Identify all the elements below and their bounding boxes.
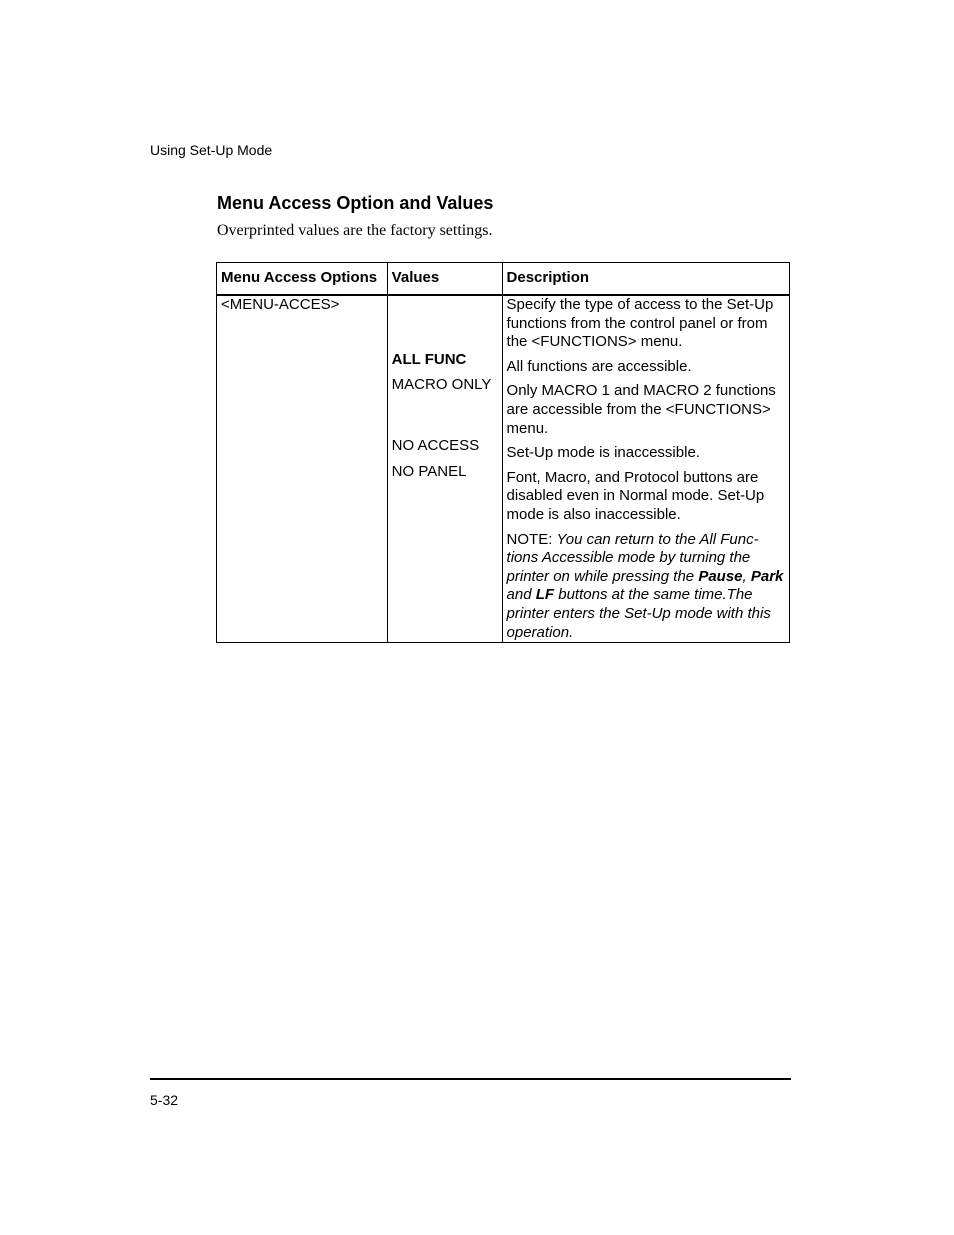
key-park: Park [750, 567, 784, 585]
values-cell [387, 295, 502, 643]
intro-text: Overprinted values are the factory settings. [217, 222, 493, 239]
note-label: NOTE: [506, 530, 553, 548]
value-no-panel: NO PANEL [391, 462, 467, 480]
menu-access-table [216, 262, 790, 643]
note-text-3: buttons at the same time.The printer enters the Set-Up mode with this operation. [506, 586, 771, 641]
section-title: Menu Access Option and Values [217, 193, 494, 213]
column-header-description: Description [502, 263, 789, 296]
table-row [217, 295, 790, 643]
column-header-options: Menu Access Options [217, 263, 388, 296]
footer-rule [150, 1078, 791, 1080]
value-all-func: ALL FUNC [391, 351, 467, 368]
running-head: Using Set-Up Mode [150, 142, 273, 158]
value-no-access: NO ACCESS [391, 437, 480, 455]
note-text-1: You can return to the All Func-tions Accessible mode by turning the printer on while pressing the [506, 530, 759, 585]
description-all-func: All functions are accessible. [506, 357, 692, 375]
note-text-2: and [506, 586, 532, 604]
description-intro: Specify the type of access to the Set-Up functions from the control panel or from the <FUNCTIONS> menu. [506, 296, 774, 351]
description-macro-only: Only MACRO 1 and MACRO 2 functions are accessible from the <FUNCTIONS> menu. [506, 382, 776, 437]
key-lf: LF [535, 586, 555, 604]
option-cell [217, 295, 388, 643]
value-macro-only: MACRO ONLY [391, 375, 492, 393]
option-name: <MENU-ACCES> [221, 296, 340, 313]
table-header-row [217, 263, 790, 296]
key-pause: Pause [698, 567, 743, 585]
column-header-values: Values [387, 263, 502, 296]
note [507, 531, 785, 643]
page-number: 5-32 [150, 1092, 179, 1108]
description-no-panel: Font, Macro, and Protocol buttons are disabled even in Normal mode. Set-Up mode is also inaccessible. [506, 468, 765, 523]
description-cell [502, 295, 789, 643]
note-sep: , [742, 567, 747, 585]
description-no-access: Set-Up mode is inaccessible. [506, 444, 700, 462]
